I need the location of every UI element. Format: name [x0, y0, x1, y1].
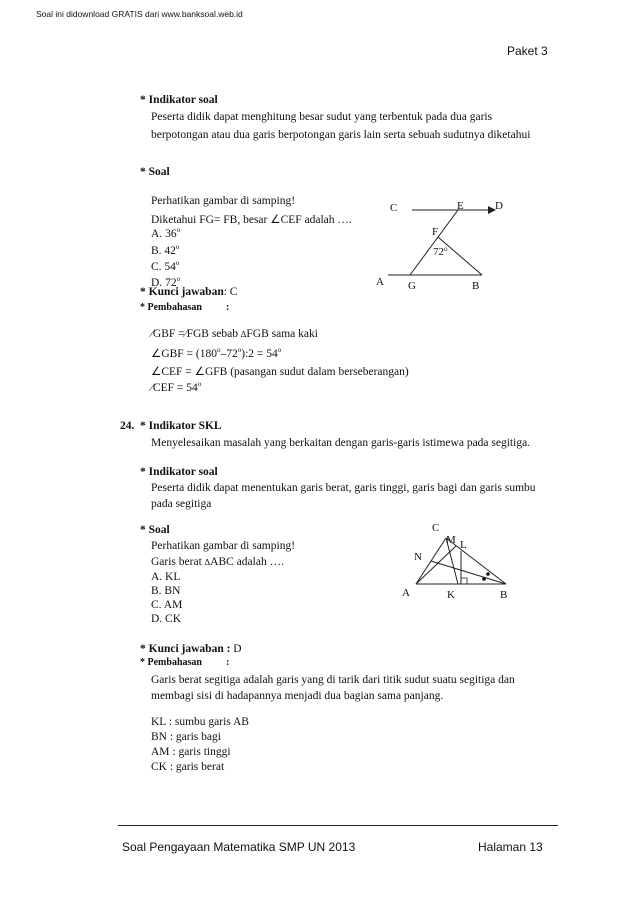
explain-ck: CK : garis berat: [151, 761, 225, 773]
triangle-icon: ∆: [204, 557, 211, 567]
step-1: ∕GBF =∕FGB sebab ∆FGB sama kaki: [151, 328, 318, 340]
step-3: ∠CEF = ∠GFB (pasangan sudut dalam berseberangan): [151, 366, 409, 378]
angle-mark-dot: [486, 572, 490, 576]
angle-icon: ∠: [270, 214, 281, 226]
label-m: M: [446, 534, 456, 546]
label-e: E: [457, 200, 464, 212]
line-fb: [438, 237, 482, 275]
line-eg: [410, 210, 458, 275]
right-angle-mark: [461, 578, 467, 584]
angle-icon: ∕: [151, 328, 153, 340]
indikator-soal-text-2: Peserta didik dapat menentukan garis berat, garis tinggi, garis bagi dan garis sumbu pada segitiga: [151, 482, 536, 510]
parallel-lines-figure: [370, 195, 520, 295]
line-bn: [431, 561, 506, 584]
label-a: A: [376, 276, 384, 288]
triangle-figure: [398, 518, 518, 603]
soal-heading: * Soal: [140, 166, 170, 178]
option-b-2: B. BN: [151, 585, 181, 597]
question-number: 24.: [120, 420, 135, 432]
label-f: F: [432, 226, 439, 238]
option-b: B. 42$^o$: [151, 243, 180, 257]
option-c-2: C. AM: [151, 599, 183, 611]
footer-page: Halaman 13: [478, 840, 543, 854]
option-c: C. 54$^o$: [151, 259, 180, 273]
label-a-2: A: [402, 587, 410, 599]
label-b: B: [472, 280, 480, 292]
label-b-2: B: [500, 589, 508, 601]
question-text-2: Garis berat ∆ABC adalah ….: [151, 556, 284, 568]
step-2: ∠GBF = $(180^o-72^o):2 = 54^o$: [151, 346, 282, 360]
label-c: C: [390, 202, 398, 214]
label-n: N: [414, 551, 422, 563]
indikator-soal-heading: * Indikator soal: [140, 94, 218, 106]
kunci-jawaban-2: * Kunci jawaban : D: [140, 643, 242, 655]
option-d: D. 72$^o$: [151, 275, 181, 289]
source-watermark: Soal ini didownload GRATIS dari www.banksoal.web.id: [36, 9, 243, 19]
paket-label: Paket 3: [507, 44, 548, 58]
angle-icon: ∠: [151, 366, 162, 378]
angle-icon: ∠: [151, 348, 162, 360]
label-c-2: C: [432, 522, 440, 534]
explain-am: AM : garis tinggi: [151, 746, 231, 758]
indikator-skl-text: Menyelesaikan masalah yang berkaitan dengan garis-garis istimewa pada segitiga.: [151, 437, 531, 449]
footer-rule: [118, 825, 558, 826]
triangle-icon: ∆: [240, 329, 247, 339]
indikator-soal-text: Peserta didik dapat menghitung besar sudut yang terbentuk pada dua garis berpotongan atau dua garis berpotongan garis lain serta sebuah sudutnya diketahui: [151, 111, 531, 141]
footer-title: Soal Pengayaan Matematika SMP UN 2013: [122, 840, 356, 854]
pembahasan-heading-2: * Pembahasan :: [140, 657, 230, 668]
kunci-jawaban: * Kunci jawaban: C: [140, 286, 238, 298]
indikator-skl-heading: * Indikator SKL: [140, 420, 222, 432]
pembahasan-text: Garis berat segitiga adalah garis yang di tarik dari titik sudut suatu segitiga dan membagi sisi di hadapannya menjadi dua bagian sama panjang.: [151, 674, 515, 702]
label-l: L: [460, 539, 467, 551]
explain-bn: BN : garis bagi: [151, 731, 221, 743]
label-k: K: [447, 589, 455, 601]
label-angle: 72$^o$: [433, 245, 448, 258]
explain-kl: KL : sumbu garis AB: [151, 716, 249, 728]
option-a-2: A. KL: [151, 571, 181, 583]
option-a: A. 36$^o$: [151, 226, 181, 240]
angle-icon: ∠: [194, 366, 205, 378]
soal-heading-2: * Soal: [140, 524, 170, 536]
option-d-2: D. CK: [151, 613, 182, 625]
indikator-soal-heading-2: * Indikator soal: [140, 466, 218, 478]
step-4: ∕CEF = $54^o$: [151, 380, 202, 394]
angle-icon: ∕: [151, 382, 153, 394]
label-g: G: [408, 280, 416, 292]
label-d: D: [495, 200, 503, 212]
angle-mark-dot: [482, 577, 486, 581]
question-instruction-2: Perhatikan gambar di samping!: [151, 540, 296, 552]
angle-icon: ∕: [184, 328, 187, 340]
question-text: Diketahui FG= FB, besar ∠CEF adalah ….: [151, 214, 352, 226]
question-instruction: Perhatikan gambar di samping!: [151, 195, 296, 207]
pembahasan-heading: * Pembahasan :: [140, 302, 230, 313]
